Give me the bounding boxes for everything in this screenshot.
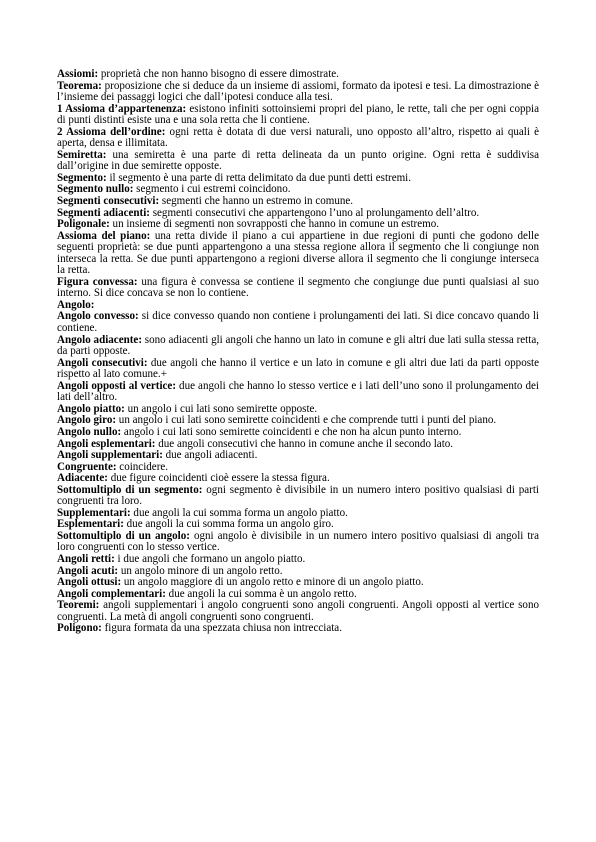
- definition-term: Angolo adiacente:: [57, 333, 143, 346]
- definition-text: ogni angolo è divisibile in un numero intero positivo qualsiasi di angoli tra loro congruenti con lo stesso vertice.: [57, 529, 539, 554]
- definition-text: segmento i cui estremi coincidono.: [133, 183, 291, 196]
- definition-entry: [57, 311, 539, 334]
- definition-term: Angoli complementari:: [57, 587, 166, 600]
- definition-term: Angoli retti:: [57, 552, 115, 565]
- definition-entry: [57, 104, 539, 127]
- definition-entry: [57, 358, 539, 381]
- definition-text: sono adiacenti gli angoli che hanno un lato in comune e gli altri due lati sulla stessa retta, da parti opposte.: [57, 333, 539, 358]
- definition-text: due angoli adiacenti.: [162, 449, 258, 462]
- definition-term: Sottomultiplo di un angolo:: [57, 529, 190, 542]
- definition-term: Figura convessa:: [57, 275, 138, 288]
- definition-text: proposizione che si deduce da un insieme di assiomi, formato da ipotesi e tesi. La dimostrazione è l’insieme dei passaggi logici che dall’ipotesi conduce alla tesi.: [57, 79, 539, 104]
- definition-text: un angolo maggiore di un angolo retto e minore di un angolo piatto.: [121, 576, 424, 589]
- definition-term: Angolo nullo:: [57, 425, 122, 438]
- definition-text: un angolo minore di un angolo retto.: [118, 564, 283, 577]
- definition-text: il segmento è una parte di retta delimitato da due punti detti estremi.: [106, 171, 412, 184]
- definition-term: Poligonale:: [57, 218, 110, 231]
- definition-text: un insieme di segmenti non sovrapposti che hanno in comune un estremo.: [109, 218, 439, 231]
- definition-term: Teoremi:: [57, 599, 100, 612]
- definition-term: Angolo:: [57, 298, 95, 311]
- definition-entry: [57, 81, 539, 104]
- definition-term: Assioma del piano:: [57, 229, 151, 242]
- definition-text: i due angoli che formano un angolo piatto.: [114, 552, 306, 565]
- definition-text: una semiretta è una parte di retta delineata da un punto origine. Ogni retta è suddivisa dall’origine in due semirette opposte.: [57, 148, 539, 173]
- definition-text: un angolo i cui lati sono semirette opposte.: [124, 402, 318, 415]
- definition-entry: [57, 623, 539, 635]
- definition-term: Semiretta:: [57, 148, 107, 161]
- definition-term: Angoli acuti:: [57, 564, 119, 577]
- definition-term: Segmenti consecutivi:: [57, 195, 160, 208]
- definition-term: Segmento nullo:: [57, 183, 134, 196]
- definition-term: Segmento:: [57, 171, 107, 184]
- definition-entry: [57, 231, 539, 277]
- definition-text: due angoli che hanno lo stesso vertice e i lati dell’uno sono il prolungamento dei lati dell’altro.: [57, 379, 539, 404]
- definition-text: un angolo i cui lati sono semirette coincidenti e che comprende tutti i punti del piano.: [116, 414, 497, 427]
- definition-term: Sottomultiplo di un segmento:: [57, 483, 203, 496]
- document-body: [57, 69, 539, 635]
- definition-text: figura formata da una spezzata chiusa non intrecciata.: [101, 622, 342, 635]
- definition-term: Poligono:: [57, 622, 102, 635]
- definition-term: Esplementari:: [57, 518, 124, 531]
- definition-text: esistono infiniti sottoinsiemi propri del piano, le rette, tali che per ogni coppia di punti distinti esiste una e una sola retta che li contiene.: [57, 102, 539, 127]
- definition-text: angoli supplementari i angolo congruenti sono angoli congruenti. Angoli opposti al vertice sono congruenti. La metà di angoli congruenti sono congruenti.: [57, 599, 539, 623]
- definition-term: Supplementari:: [57, 506, 131, 519]
- definition-text: due angoli che hanno il vertice e un lato in comune e gli altri due lati da parti opposte rispetto al lato comune.+: [57, 356, 539, 381]
- definition-text: una retta divide il piano a cui appartiene in due regioni di punti che godono delle seguenti proprietà: se due punti appartengono a una stessa regione allora il segmento che li congiunge non interseca la retta. Se due punti appartengono a regioni diverse allora il segmento che li congiunge interseca la retta.: [57, 229, 539, 277]
- definition-entry: [57, 335, 539, 358]
- definition-term: Congruente:: [57, 460, 117, 473]
- definition-entry: [57, 127, 539, 150]
- definition-text: ogni segmento è divisibile in un numero intero positivo qualsiasi di parti congruenti tra loro.: [57, 483, 540, 508]
- definition-text: si dice convesso quando non contiene i prolungamenti dei lati. Si dice concavo quando li contiene.: [57, 310, 539, 335]
- definition-entry: [57, 485, 539, 508]
- definition-text: angolo i cui lati sono semirette coincidenti e che non ha alcun punto interno.: [121, 425, 462, 438]
- definition-text: due angoli la cui somma è un angolo retto.: [165, 587, 357, 600]
- definition-term: Angolo piatto:: [57, 402, 125, 415]
- definition-text: coincidere.: [116, 460, 169, 473]
- definition-text: due angoli la cui somma forma un angolo giro.: [123, 518, 334, 531]
- definition-text: segmenti consecutivi che appartengono l’uno al prolungamento dell’altro.: [149, 206, 480, 219]
- definition-term: Assiomi:: [57, 68, 99, 80]
- definition-term: Adiacente:: [57, 472, 108, 485]
- definition-text: segmenti che hanno un estremo in comune.: [159, 195, 354, 208]
- definition-term: Angoli ottusi:: [57, 576, 122, 589]
- definition-term: Teorema:: [57, 79, 102, 92]
- definition-text: proprietà che non hanno bisogno di essere dimostrate.: [98, 68, 339, 80]
- definition-entry: [57, 600, 539, 623]
- definition-term: Angolo giro:: [57, 414, 117, 427]
- definition-entry: [57, 381, 539, 404]
- definition-text: due figure coincidenti cioè essere la stessa figura.: [107, 472, 330, 485]
- definition-entry: [57, 277, 539, 300]
- definition-text: ogni retta è dotata di due versi naturali, uno opposto all’altro, rispetto ai quali è aperta, densa e illimitata.: [57, 125, 540, 150]
- definition-entry: [57, 150, 539, 173]
- definition-text: due angoli consecutivi che hanno in comune anche il secondo lato.: [155, 437, 454, 450]
- definition-text: due angoli la cui somma forma un angolo piatto.: [130, 506, 348, 519]
- definition-term: Angoli consecutivi:: [57, 356, 148, 369]
- definition-term: Angoli supplementari:: [57, 449, 163, 462]
- definition-term: Angolo convesso:: [57, 310, 139, 323]
- definition-term: Angoli opposti al vertice:: [57, 379, 176, 392]
- definition-entry: [57, 531, 539, 554]
- definition-term: Segmenti adiacenti:: [57, 206, 150, 219]
- definition-term: 2 Assioma dell’ordine:: [57, 125, 166, 138]
- definition-text: una figura è convessa se contiene il segmento che congiunge due punti qualsiasi al suo interno. Si dice concava se non lo contiene.: [57, 275, 539, 300]
- definition-term: Angoli esplementari:: [57, 437, 156, 450]
- definition-term: 1 Assioma d’appartenenza:: [57, 102, 187, 115]
